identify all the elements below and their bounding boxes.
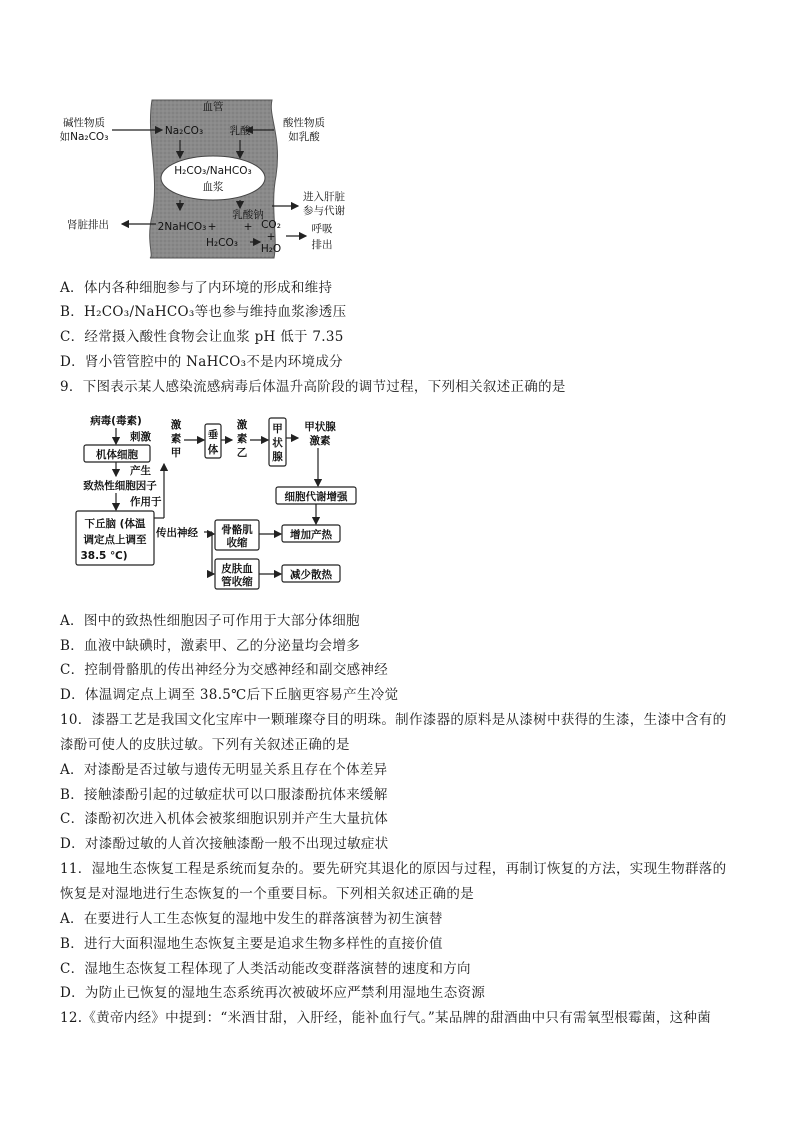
virus-label: 病毒(毒素) [90,415,142,427]
hormone-b-3: 乙 [236,447,248,459]
efferent-label: 传出神经 [156,527,198,539]
q8-option-d: D．肾小管管腔中的 NaHCO₃不是内环境成分 [60,354,343,370]
q11-option-d: D．为防止已恢复的湿地生态系统再次被破坏应严禁利用湿地生态资源 [60,985,486,1001]
plus-3: + [266,231,276,243]
hormone-a-2: 素 [170,433,182,445]
alkaline-label-2: 如Na₂CO₃ [60,131,109,143]
q9-option-a: A．图中的致热性细胞因子可作用于大部分体细胞 [60,613,360,629]
buffer-label: H₂CO₃/NaHCO₃ [174,165,252,177]
muscle-1: 骨骼肌 [221,524,253,536]
q9-option-b: B．血液中缺碘时，激素甲、乙的分泌量均会增多 [60,638,361,654]
hypo-label-1: 下丘脑 (体温 [84,518,146,530]
hypo-label-3: 38.5 ℃) [80,550,128,562]
co2-label: CO₂ [261,219,281,231]
nahco3-label: 2NaHCO₃ [157,221,207,233]
skin-1: 皮肤血 [221,563,253,575]
alkaline-label-1: 碱性物质 [63,117,105,129]
h2o-label: H₂O [260,243,282,255]
hypo-label-2: 调定点上调至 [83,534,147,546]
q9-stem: 9．下图表示某人感染流感病毒后体温升高阶段的调节过程，下列相关叙述正确的是 [60,379,566,395]
acid-label-2: 如乳酸 [288,131,320,143]
q10-option-d: D．对漆酚过敏的人首次接触漆酚一般不出现过敏症状 [60,836,389,852]
q9-option-d: D．体温调定点上调至 38.5℃后下丘脑更容易产生冷觉 [60,687,399,703]
plasma-label: 血浆 [202,181,224,193]
liver-label-1: 进入肝脏 [303,191,345,203]
plasma-ellipse [161,156,265,200]
pituitary-2: 体 [207,444,219,456]
metabolism-label: 细胞代谢增强 [284,491,348,503]
q8-option-a: A．体内各种细胞参与了内环境的形成和维持 [60,280,333,296]
pituitary-1: 垂 [207,429,219,441]
heat-down-label: 减少散热 [290,569,332,581]
cell-label: 机体细胞 [96,449,138,461]
q11-option-a: A．在要进行人工生态恢复的湿地中发生的群落演替为初生演替 [60,911,443,927]
q11-stem-1: 11．湿地生态恢复工程是系统而复杂的。要先研究其退化的原因与过程，再制订恢复的方法，实现生物群落的 [60,861,727,877]
acid-label-1: 酸性物质 [283,117,325,129]
breath-label-2: 排出 [311,239,333,251]
q8-option-c: C．经常摄入酸性食物会让血浆 pH 低于 7.35 [60,329,344,345]
hormone-a-3: 甲 [170,447,182,459]
breath-label-1: 呼吸 [311,223,333,235]
q11-option-c: C．湿地生态恢复工程体现了人类活动能改变群落演替的速度和方向 [60,961,471,977]
q10-option-a: A．对漆酚是否过敏与遗传无明显关系且存在个体差异 [60,762,388,778]
q9-option-c: C．控制骨骼肌的传出神经分为交感神经和副交感神经 [60,662,389,678]
q11-stem-2: 恢复是对湿地进行生态恢复的一个重要目标。下列相关叙述正确的是 [60,886,474,902]
q11-option-b: B．进行大面积湿地生态恢复主要是追求生物多样性的直接价值 [60,936,443,952]
q10-option-b: B．接触漆酚引起的过敏症状可以口服漆酚抗体来缓解 [60,787,388,803]
skin-2: 管收缩 [221,576,253,588]
produce-label: 产生 [130,465,151,477]
thyroid-hormone-2: 激素 [309,435,331,447]
h2co3-label: H₂CO₃ [206,237,238,249]
q10-stem-1: 10．漆器工艺是我国文化宝库中一颗璀璨夺目的明珠。制作漆器的原料是从漆树中获得的生漆，生漆中含有的 [60,712,727,728]
hormone-b-1: 激 [236,419,248,431]
act-on-label: 作用于 [130,496,162,508]
q12-stem: 12.《黄帝内经》中提到：“米酒甘甜，入肝经，能补血行气。”某品牌的甜酒曲中只有需氧型根霉菌，这种菌 [60,1010,712,1026]
lactic-label: 乳酸 [229,125,251,137]
na2co3-label: Na₂CO₃ [164,125,204,137]
figure-8-buffer-diagram [60,96,360,262]
muscle-2: 收缩 [226,537,248,549]
thyroid-1: 甲 [272,423,283,435]
thyroid-hormone-1: 甲状腺 [304,421,336,433]
lactate-label: 乳酸钠 [232,209,264,221]
factor-label: 致热性细胞因子 [83,480,157,492]
plus-1: + [243,221,253,233]
stimulate-label: 刺激 [130,431,151,443]
q8-option-b: B．H₂CO₃/NaHCO₃等也参与维持血浆渗透压 [60,304,347,320]
thyroid-2: 状 [272,437,283,449]
q10-option-c: C．漆酚初次进入机体会被浆细胞识别并产生大量抗体 [60,811,389,827]
vessel-label: 血管 [202,101,224,113]
figure-9-fever-regulation [72,412,372,590]
liver-label-2: 参与代谢 [303,205,345,217]
plus-2: + [207,221,217,233]
kidney-label: 肾脏排出 [67,219,109,231]
heat-up-label: 增加产热 [290,529,332,541]
hormone-a-1: 激 [170,419,182,431]
q10-stem-2: 漆酚可使人的皮肤过敏。下列有关叙述正确的是 [60,737,350,753]
thyroid-3: 腺 [272,451,283,463]
hormone-b-2: 素 [236,433,248,445]
